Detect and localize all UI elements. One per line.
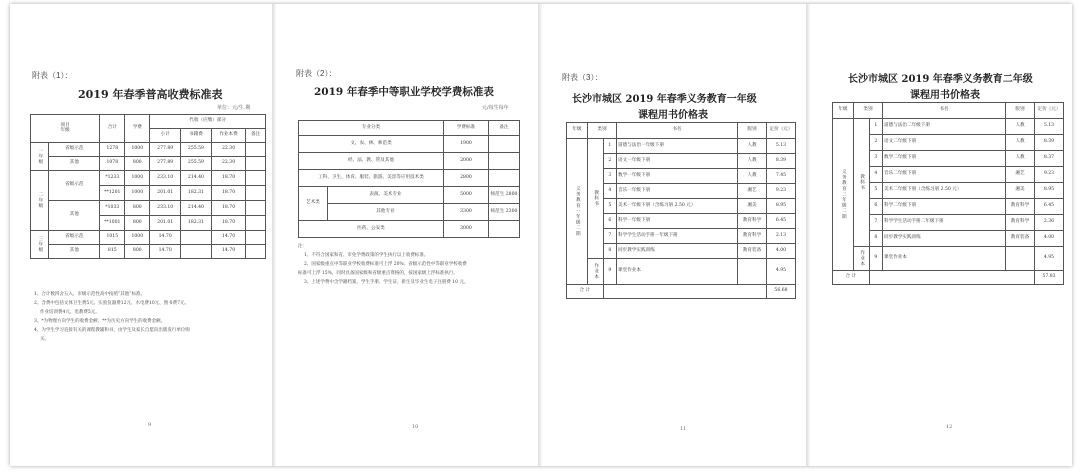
header-price: 定价（元）	[767, 123, 796, 139]
header-type: 类别	[588, 123, 617, 139]
table-row: 7 科学学生活动手册一年级下册 教育科学 2.13	[567, 229, 796, 244]
grade-label: 义务教育二年级二期	[833, 119, 854, 271]
header-total: 合计	[100, 115, 125, 143]
header-grade: 年级	[833, 103, 854, 119]
workbook-label: 作业本	[588, 259, 604, 285]
unit-label: 元/每生每年	[482, 105, 509, 111]
book-price-table	[566, 122, 796, 299]
page-title-line2: 课程用书价格表	[638, 110, 708, 121]
page-title-line1: 长沙市城区 2019 年春季义务教育二年级	[848, 74, 1033, 85]
table-row: 2 语文二年级下册 人教 8.39	[833, 135, 1064, 151]
table-row: 作业本 9 课堂作业本 4.95	[833, 247, 1064, 271]
header-subtotal: 小计	[150, 129, 181, 143]
appendix-label: 附表（1）：	[32, 71, 73, 80]
table-row: 4 音乐一年级下册 湘艺 9.23	[567, 184, 796, 199]
table-row: 3 数学二年级下册 人教 8.37	[833, 151, 1064, 167]
header-edition: 版别	[738, 123, 767, 139]
table-row: 其他 1078 800 277.89 255.59 22.30	[31, 157, 266, 171]
table-row: 8 同步教学实践训练 教育装备 4.00	[833, 231, 1064, 247]
table-row: 5 美术一年级下册（含练习册 2.50 元） 湘美 8.95	[567, 199, 796, 214]
table-row: 6 科学一年级下册 教育科学 6.45	[567, 214, 796, 229]
table-row: 一年级 省级示范 1278 1000 277.89 255.59 22.30	[31, 143, 266, 157]
header-title: 书名	[883, 103, 1006, 119]
table-row: **1201 1000 201.01 182.31 18.70	[31, 186, 266, 201]
page-number: 12	[946, 424, 953, 430]
page-title: 2019 年春季普高收费标准表	[78, 88, 223, 101]
table-row: 4 音乐二年级下册 湘艺 9.23	[833, 167, 1064, 183]
table-row: 二年级 省级示范 *1233 1000 233.10 214.40 18.70	[31, 171, 266, 186]
table-row: **1001 800 201.01 182.31 18.70	[31, 216, 266, 231]
header-title: 书名	[617, 123, 738, 139]
footnotes: 注： 1、不符合国家和省、市免学费政策的学生执行以上收费标准。 2、国家级重点中等职业学校收费标准可上浮 20%；省级示范性中等职业学校收费 标准可上浮 15%，同时具备国家级和省级重点资格的，按国家级上浮标准执行。 3、上述学费中含学籍档案、学生手册、学生证、新生及毕业生电子注册费 10 元。	[298, 244, 469, 285]
textbook-label: 教科书	[588, 139, 604, 259]
header-remark: 备注	[246, 129, 266, 143]
page-title-line2: 课程用书价格表	[910, 90, 980, 101]
table-row: 义务教育二年级二期 教科书 1 道德与法治二年级下册 人教 5.13	[833, 119, 1064, 135]
table-row: 7 科学学生活动手册二年级下册 教育科学 2.36	[833, 215, 1064, 231]
page-number: 10	[412, 424, 419, 430]
header-standard: 学费标准	[443, 121, 488, 136]
page-3	[542, 4, 806, 466]
table-row: 工科、卫生、体育、服装、旅游、美容等应用技术类 2800	[299, 170, 520, 187]
table-row: 6 科学二年级下册 教育科学 6.45	[833, 199, 1064, 215]
table-row: 三年级 省级示范 1015 1000 14.70 14.70	[31, 231, 266, 245]
fee-table	[30, 114, 266, 259]
table-row: 其他 *1033 800 233.10 214.40 18.70	[31, 201, 266, 216]
header-category: 专业分类	[299, 121, 444, 136]
tuition-table	[298, 120, 520, 238]
total-row: 合 计 57.83	[833, 271, 1064, 285]
table-row: 文、农、林、师范类 1900	[299, 136, 520, 153]
page-2	[276, 4, 538, 466]
footnotes: 1、合计数四舍五入，市级示范性高中按照“其他”标准。 2、含费中包括文体卫生费5元、实验仪器费12元、水电费10元、图书费7元、 作业培训费4元、电教费5元。 3、*为物理方向学生的收费金额；**为历史方向学生的收费金额。 4、为学生学习直接有关的课程教辅和书，由学生及家长自愿向出版发行单位购 买。	[34, 292, 190, 342]
page-1	[10, 4, 272, 466]
header-edition: 版别	[1006, 103, 1035, 119]
page-title: 2019 年春季中等职业学校学费标准表	[314, 86, 494, 98]
table-row: 2 语文一年级下册 人教 8.39	[567, 154, 796, 169]
header-group: 代收（应缴）部分	[150, 115, 266, 129]
header-homework: 作业本费	[211, 129, 245, 143]
book-price-table	[832, 102, 1064, 285]
table-row: 其他专业 3300 师范生 2300	[299, 204, 520, 221]
header-price: 定价（元）	[1035, 103, 1064, 119]
appendix-label: 附表（2）：	[296, 69, 337, 78]
page-title-line1: 长沙市城区 2019 年春季义务教育一年级	[572, 94, 757, 105]
header-corner: 项目 年级	[31, 115, 100, 143]
table-row: 医药、公安类 3000	[299, 221, 520, 238]
table-row: 义务教育一年级二期 教科书 1 道德与法治一年级下册 人教 5.13	[567, 139, 796, 154]
document-spread	[10, 4, 1072, 466]
table-row: 经、法、教、管及其他 2000	[299, 153, 520, 170]
page-number: 9	[148, 422, 152, 428]
header-books: 书籍费	[181, 129, 212, 143]
header-tuition: 学费	[125, 115, 150, 143]
table-row: 8 同步教学实践训练 教育装备 4.00	[567, 244, 796, 259]
total-row: 合 计 56.68	[567, 285, 796, 299]
header-type: 类别	[854, 103, 883, 119]
unit-label: 单位：元/生.期	[217, 105, 251, 111]
table-row: 5 美术二年级下册（含练习册 2.50 元） 湘美 8.95	[833, 183, 1064, 199]
table-row: 其他 815 800 14.70 14.70	[31, 245, 266, 259]
table-row: 3 数学一年级下册 人教 7.45	[567, 169, 796, 184]
table-row: 作业本 9 课堂作业本 4.95	[567, 259, 796, 285]
workbook-label: 作业本	[854, 247, 870, 271]
grade-label: 义务教育一年级二期	[567, 139, 588, 285]
textbook-label: 教科书	[854, 119, 870, 247]
appendix-label: 附表（3）：	[562, 73, 603, 82]
header-grade: 年级	[567, 123, 588, 139]
table-row: 艺术类 表演、美术专业 5000 师范生 2800	[299, 187, 520, 204]
header-remark: 备注	[488, 121, 519, 136]
page-number: 11	[680, 426, 687, 432]
page-4	[810, 4, 1072, 466]
